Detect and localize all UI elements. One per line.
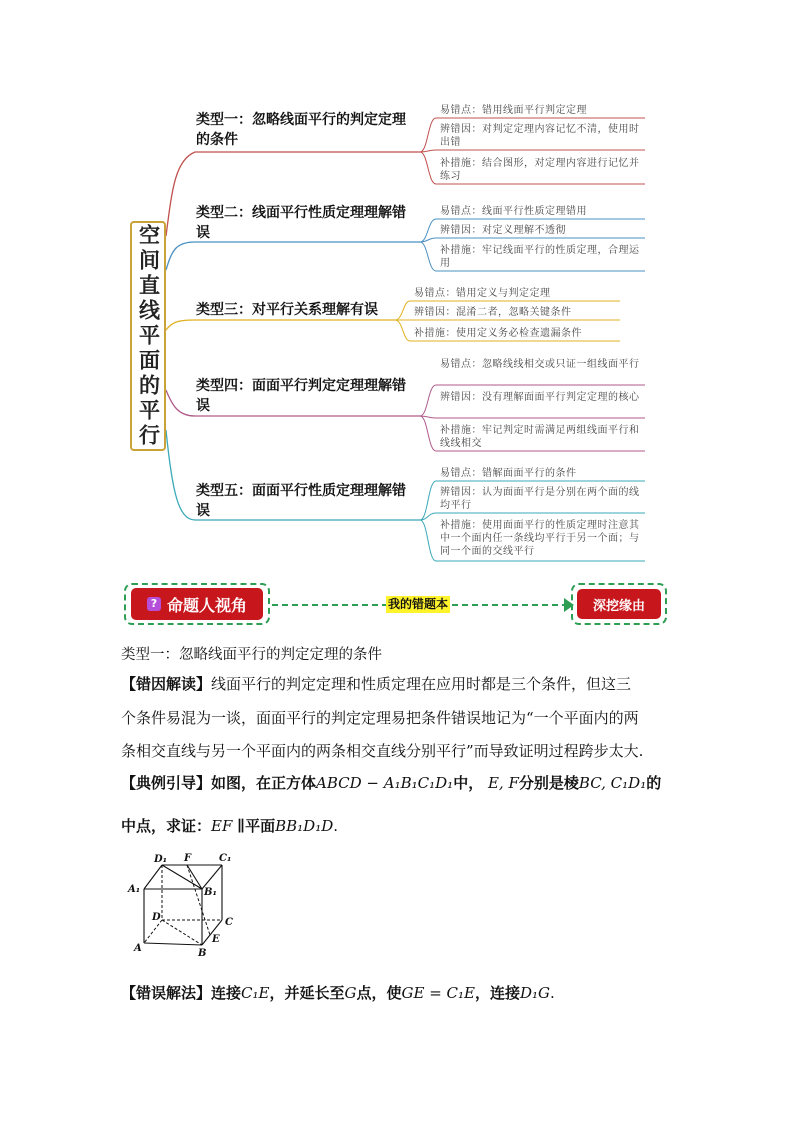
leaf-4-1: 易错点：忽略线线相交或只证一组线面平行 bbox=[440, 359, 640, 370]
branch-title-4: 类型四：面面平行判定定理理解错误 bbox=[196, 378, 406, 414]
example-text-7: . bbox=[333, 817, 339, 835]
banner-left-label: 命题人视角 bbox=[166, 595, 247, 615]
edge-c1b1 bbox=[202, 865, 222, 889]
mind-map-root bbox=[130, 221, 166, 451]
leaf-1-2: 辨错因：对判定定理内容记忆不清，使用时出错 bbox=[440, 124, 640, 148]
hidden-edge-da bbox=[144, 920, 162, 943]
math-points-ef: E, F bbox=[487, 774, 519, 792]
analysis-paragraph-line-2: 个条件易混为一谈，面面平行的判定定理易把条件错误地记为“一个平面内的两 bbox=[121, 709, 639, 727]
analysis-paragraph-line-1 bbox=[121, 673, 681, 694]
math-plane: BB₁D₁D bbox=[275, 817, 334, 835]
leaf-3-2: 辨错因：混淆二者，忽略关键条件 bbox=[414, 307, 572, 318]
example-text-3: 分别是棱 bbox=[518, 774, 579, 792]
example-tag: 【典例引导】 bbox=[121, 774, 212, 792]
question-icon: ? bbox=[147, 597, 161, 611]
branch-title-1: 类型一：忽略线面平行的判定定理的条件 bbox=[196, 112, 406, 148]
leaf-2-3: 补措施：牢记线面平行的性质定理，合理运用 bbox=[440, 245, 640, 269]
leaf-1-1: 易错点：错用线面平行判定定理 bbox=[440, 105, 587, 116]
example-text-5: 中点，求证： bbox=[121, 817, 212, 835]
leaf-2-1: 易错点：线面平行性质定理错用 bbox=[440, 206, 587, 217]
banner-middle-label: 我的错题本 bbox=[388, 597, 449, 611]
leaf-4-3: 补措施：牢记判定时需满足两组线面平行和线线相交 bbox=[440, 425, 640, 449]
label-c: C bbox=[225, 917, 233, 928]
wrong-text-3: 点，使 bbox=[356, 984, 402, 1002]
example-text-6: 平面 bbox=[245, 817, 276, 835]
example-text-4: 的 bbox=[646, 774, 662, 792]
leaf-3-3: 补措施：使用定义务必检查遗漏条件 bbox=[414, 328, 582, 339]
banner-right-button: 深挖缘由 bbox=[577, 589, 661, 619]
leaf-5-2: 辨错因：认为面面平行是分别在两个面的线均平行 bbox=[440, 487, 640, 511]
example-line-2 bbox=[121, 815, 681, 836]
leaf-5-1: 易错点：错解面面平行的条件 bbox=[440, 468, 577, 479]
math-ef: EF bbox=[211, 817, 233, 835]
example-text-1: 如图，在正方体 bbox=[211, 774, 317, 792]
leaf-3-1: 易错点：错用定义与判定定理 bbox=[414, 288, 551, 299]
hidden-edge-db bbox=[162, 920, 202, 945]
label-d1: D₁ bbox=[154, 854, 168, 865]
label-e: E bbox=[212, 934, 220, 945]
cube-figure bbox=[122, 850, 242, 965]
example-line-1 bbox=[121, 772, 681, 793]
segment-fb1 bbox=[187, 865, 202, 889]
label-c1: C₁ bbox=[219, 853, 232, 864]
section-title: 类型一：忽略线面平行的判定定理的条件 bbox=[121, 647, 382, 663]
leaf-4-2: 辨错因：没有理解面面平行判定定理的核心 bbox=[440, 392, 640, 403]
connector-branch-2 bbox=[166, 242, 420, 270]
wrong-text-2: ，并延长至 bbox=[269, 984, 345, 1002]
analysis-paragraph-line-3: 条相交直线与另一个平面内的两条相交直线分别平行”而导致证明过程跨步太大. bbox=[121, 742, 644, 760]
edge-ab bbox=[144, 943, 202, 945]
wrong-solution-line bbox=[121, 982, 681, 1003]
connector-branch-3 bbox=[166, 320, 395, 330]
wrong-text-5: . bbox=[550, 984, 555, 1002]
analysis-text-1: 线面平行的判定定理和性质定理在应用时都是三个条件，但这三 bbox=[211, 675, 632, 693]
banner-left-button bbox=[131, 588, 263, 620]
leaf-5-3: 补措施：使用面面平行的性质定理时注意其中一个面内任一条线均平行于另一个面；与同一个面的交线平行 bbox=[440, 520, 640, 557]
parallel-symbol: ∥ bbox=[237, 817, 246, 835]
math-ge-eq: GE = C₁E bbox=[401, 984, 475, 1002]
hidden-segment-fe bbox=[187, 865, 210, 935]
math-g: G bbox=[344, 984, 357, 1002]
edge-d1a1 bbox=[144, 865, 162, 889]
label-b1: B₁ bbox=[204, 887, 217, 898]
math-c1e: C₁E bbox=[241, 984, 270, 1002]
math-edges: BC, C₁D₁ bbox=[578, 774, 647, 792]
math-cube-name: ABCD − A₁B₁C₁D₁ bbox=[316, 774, 454, 792]
leaf-2-2: 辨错因：对定义理解不透彻 bbox=[440, 225, 566, 236]
wrong-text-4: ，连接 bbox=[474, 984, 520, 1002]
label-a1: A₁ bbox=[128, 884, 141, 895]
wrong-text-1: 连接 bbox=[211, 984, 242, 1002]
label-f: F bbox=[184, 853, 192, 864]
branch-title-3: 类型三：对平行关系理解有误 bbox=[196, 302, 378, 318]
branch-title-2: 类型二：线面平行性质定理理解错误 bbox=[196, 205, 406, 241]
wrong-tag: 【错误解法】 bbox=[121, 984, 212, 1002]
mind-map-root-label: 空间直线平面的平行 bbox=[136, 223, 161, 449]
branch-title-5: 类型五：面面平行性质定理理解错误 bbox=[196, 483, 406, 519]
analysis-tag: 【错因解读】 bbox=[121, 675, 212, 693]
math-d1g: D₁G bbox=[520, 984, 551, 1002]
label-a: A bbox=[134, 943, 142, 954]
example-text-2: 中， bbox=[453, 774, 484, 792]
label-d: D bbox=[152, 912, 161, 923]
segment-d1b1 bbox=[162, 865, 202, 889]
leaf-1-3: 补措施：结合图形，对定理内容进行记忆并练习 bbox=[440, 158, 640, 182]
label-b: B bbox=[198, 948, 207, 959]
